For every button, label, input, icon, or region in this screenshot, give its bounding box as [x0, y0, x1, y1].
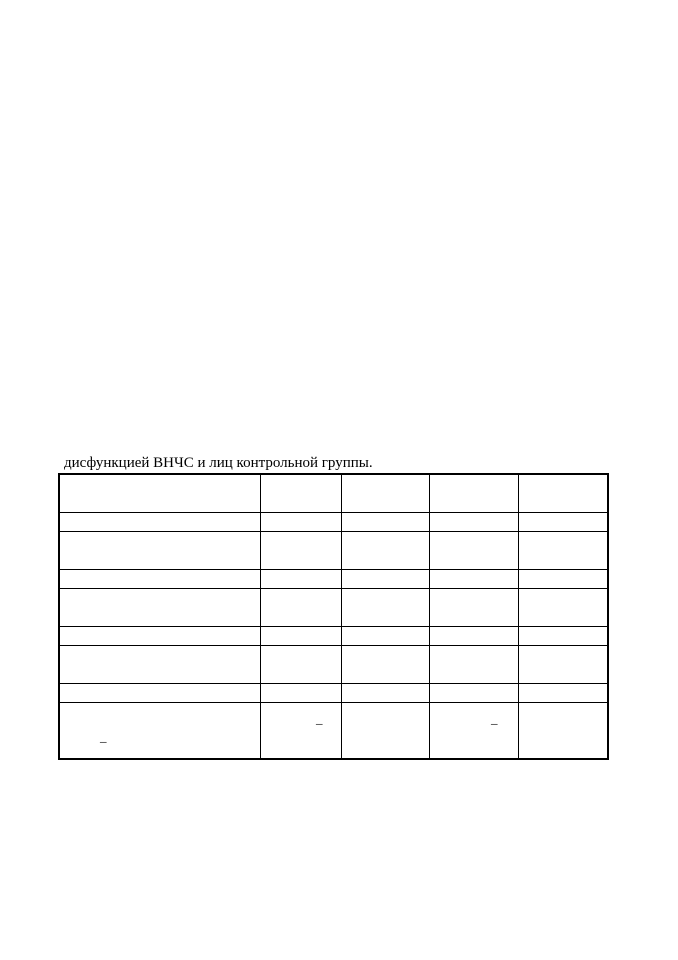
table-cell: [429, 474, 518, 512]
table-cell: [260, 683, 341, 702]
table-caption: дисфункцией ВНЧС и лиц контрольной группы.: [64, 455, 373, 471]
table-cell: [341, 702, 429, 759]
table-header-row: [59, 474, 608, 512]
table-cell: [341, 645, 429, 683]
table-cell: [518, 702, 608, 759]
table-cell: [260, 474, 341, 512]
dash-mark: _: [100, 728, 107, 744]
table-cell: [518, 588, 608, 626]
table-cell: [429, 626, 518, 645]
table-row: [59, 531, 608, 569]
table-cell: [518, 512, 608, 531]
table-cell: [260, 626, 341, 645]
table-cell: [260, 645, 341, 683]
table-cell: [59, 626, 260, 645]
table-cell: [260, 588, 341, 626]
table-cell: [341, 569, 429, 588]
table-row: [59, 512, 608, 531]
table-cell: [429, 588, 518, 626]
table-cell: [341, 626, 429, 645]
table-cell: [518, 683, 608, 702]
table-cell: [518, 531, 608, 569]
table-cell: [518, 645, 608, 683]
table-cell: [59, 531, 260, 569]
table-cell: [429, 683, 518, 702]
table-cell: [260, 702, 341, 759]
table-row: [59, 645, 608, 683]
table-cell: [341, 512, 429, 531]
table-cell: [59, 683, 260, 702]
table-cell: [341, 588, 429, 626]
table-row: [59, 588, 608, 626]
table-cell: [341, 683, 429, 702]
table-cell: [341, 531, 429, 569]
table-row: [59, 702, 608, 759]
table-cell: [59, 569, 260, 588]
table-cell: [429, 569, 518, 588]
table-cell: [59, 474, 260, 512]
table-cell: [59, 645, 260, 683]
table-cell: [518, 626, 608, 645]
table-cell: [260, 569, 341, 588]
table-row: [59, 626, 608, 645]
table-cell: [518, 569, 608, 588]
table-cell: [59, 512, 260, 531]
table-cell: [429, 531, 518, 569]
table-cell: [260, 512, 341, 531]
table-cell: [429, 512, 518, 531]
data-table: [58, 473, 609, 760]
table-row: [59, 569, 608, 588]
table-cell: [59, 702, 260, 759]
dash-mark: _: [491, 710, 498, 726]
table-cell: [429, 645, 518, 683]
table-cell: [260, 531, 341, 569]
table-cell: [341, 474, 429, 512]
table-cell: [59, 588, 260, 626]
dash-mark: _: [316, 710, 323, 726]
table-row: [59, 683, 608, 702]
table-cell: [429, 702, 518, 759]
table-cell: [518, 474, 608, 512]
